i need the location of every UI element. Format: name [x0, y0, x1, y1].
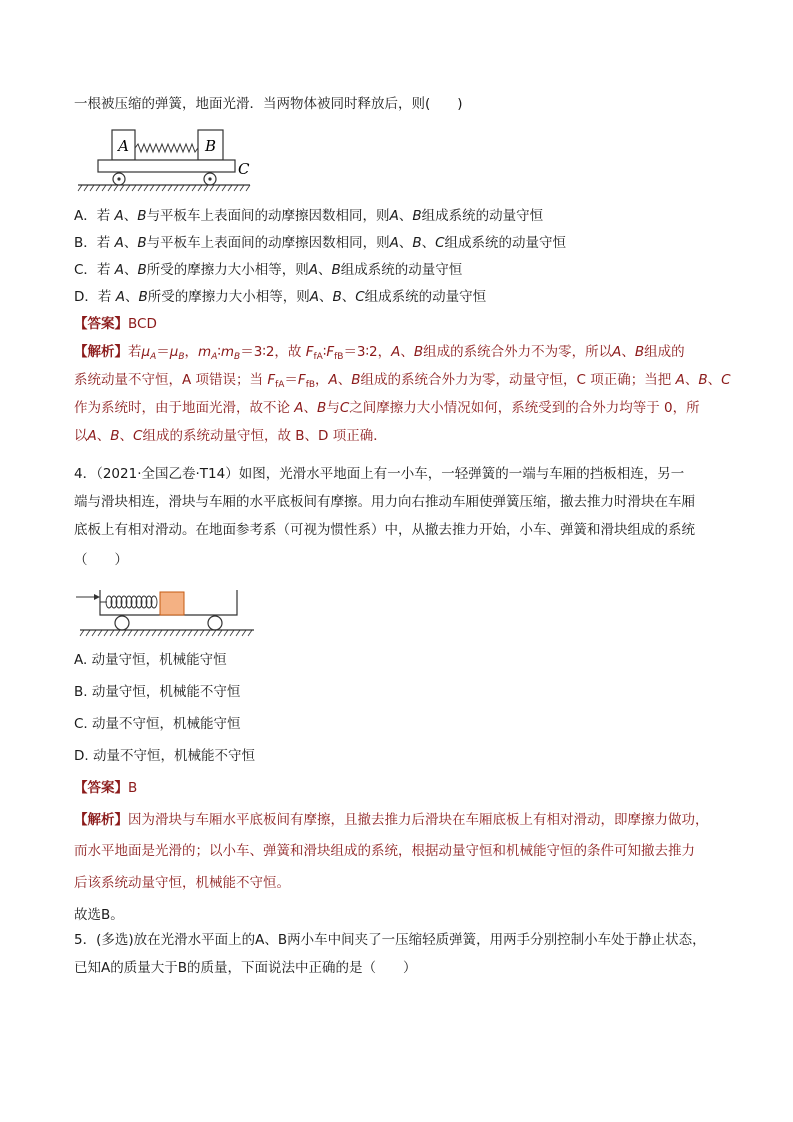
slider-block	[160, 592, 184, 615]
q4-stem-line-2: 端与滑块相连，滑块与车厢的水平底板间有摩擦。用力向右推动车厢使弹簧压缩，撤去推力时滑块在车厢	[74, 494, 695, 510]
q4-stem-line-3: 底板上有相对滑动。在地面参考系（可视为惯性系）中，从撤去推力开始，小车、弹簧和滑块组成的系统	[74, 522, 695, 538]
q3-option-c: C．若 A、B所受的摩擦力大小相等，则A、B组成系统的动量守恒	[74, 262, 463, 278]
q3-option-d: D．若 A、B所受的摩擦力大小相等，则A、B、C组成系统的动量守恒	[74, 289, 487, 305]
q4-analysis-line-1: 【解析】因为滑块与车厢水平底板间有摩擦，且撤去推力后滑块在车厢底板上有相对滑动，即摩擦力做功，	[74, 812, 709, 828]
ground-hatch	[78, 185, 250, 191]
q3-option-b: B．若 A、B与平板车上表面间的动摩擦因数相同，则A、B、C组成系统的动量守恒	[74, 235, 567, 251]
q3-analysis-line-3: 作为系统时，由于地面光滑，故不论 A、B与C之间摩擦力大小情况如何，系统受到的合外力均等于 0，所	[74, 400, 700, 416]
q4-option-b: B. 动量守恒，机械能不守恒	[74, 684, 241, 700]
block-a-label: A	[118, 137, 129, 155]
block-b-label: B	[204, 137, 217, 155]
q3-answer: 【答案】BCD	[74, 316, 157, 332]
coil-spring	[106, 596, 157, 608]
q4-option-a: A. 动量守恒，机械能守恒	[74, 652, 227, 668]
q4-conclusion: 故选B。	[74, 907, 124, 923]
q4-option-d: D. 动量不守恒，机械能不守恒	[74, 748, 255, 764]
q4-answer: 【答案】B	[74, 780, 138, 796]
q4-stem-line-4: （ ）	[74, 552, 128, 568]
q4-stem-line-1: 4．（2021·全国乙卷·T14）如图，光滑水平地面上有一小车，一轻弹簧的一端与车厢的挡板相连，另一	[74, 466, 685, 482]
q3-stem: 一根被压缩的弹簧，地面光滑．当两物体被同时释放后，则( )	[74, 96, 463, 112]
q3-option-a: A．若 A、B与平板车上表面间的动摩擦因数相同，则A、B组成系统的动量守恒	[74, 208, 544, 224]
board-c-label: C	[238, 160, 250, 178]
q3-analysis-line-2: 系统动量不守恒，A 项错误；当 $F_{fA}=F_{fB}$，A、B组成的系统合外力为零，动量守恒，C 项正确；当把 A、B、C	[74, 372, 731, 390]
q4-option-c: C. 动量不守恒，机械能守恒	[74, 716, 241, 732]
q4-analysis-line-2: 而水平地面是光滑的；以小车、弹簧和滑块组成的系统，根据动量守恒和机械能守恒的条件可知撤去推力	[74, 843, 695, 859]
spring	[135, 144, 198, 152]
q3-analysis-line-4: 以A、B、C组成的系统动量守恒，故 B、D 项正确．	[74, 428, 387, 444]
q4-figure	[74, 588, 259, 640]
q4-analysis-line-3: 后该系统动量守恒，机械能不守恒。	[74, 875, 290, 891]
ground-hatch	[80, 630, 252, 636]
q5-stem-line-1: 5．(多选)放在光滑水平面上的A、B两小车中间夹了一压缩轻质弹簧，用两手分别控制小车处于静止状态，	[74, 932, 706, 948]
q3-analysis-line-1: 【解析】若$\mu_A=\mu_B$，$m_A∶m_B=3∶2$，故 $F_{fA}∶F_{fB}=3∶2$，A、B组成的系统合外力不为零，所以A、B组成的	[74, 344, 685, 362]
q3-figure	[74, 122, 264, 194]
q5-stem-line-2: 已知A的质量大于B的质量，下面说法中正确的是（ ）	[74, 960, 417, 976]
